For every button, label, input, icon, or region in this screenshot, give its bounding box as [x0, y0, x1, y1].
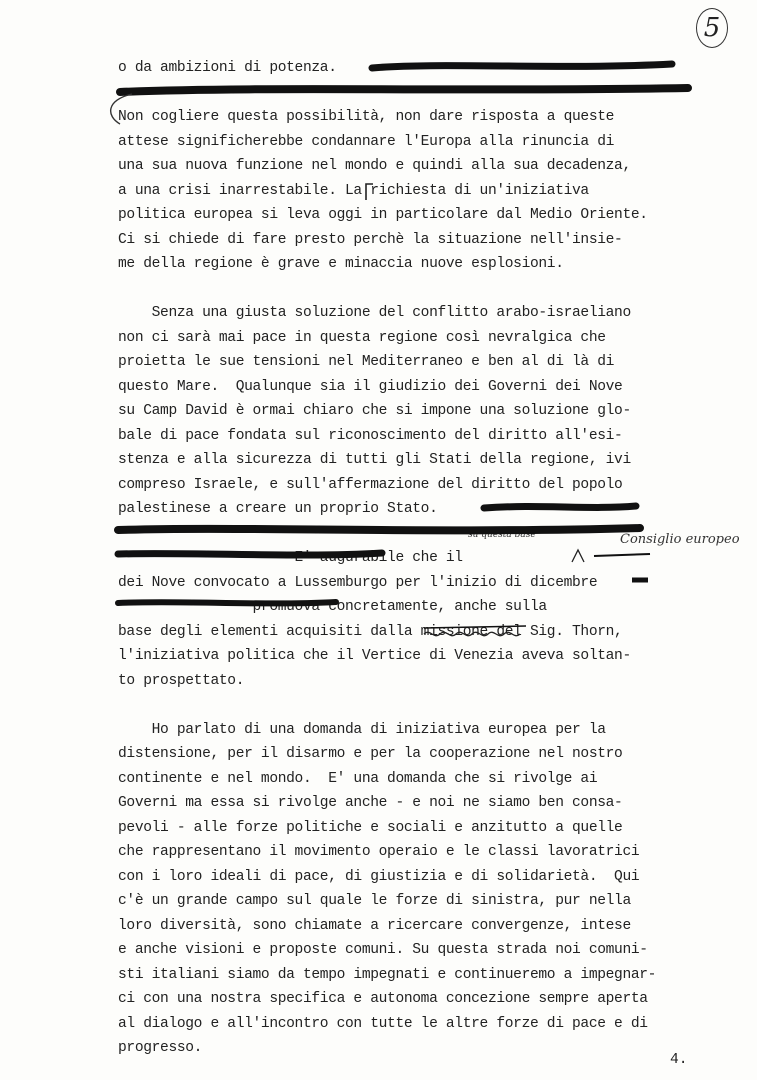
text-line: progresso.	[118, 1040, 203, 1056]
text-line: questo Mare. Qualunque sia il giudizio dei Governi dei Nove	[118, 378, 623, 395]
text-line: Ho parlato di una domanda di iniziativa europea per la	[118, 721, 606, 738]
text-line: politica europea si leva oggi in particolare dal Medio Oriente.	[118, 207, 648, 223]
text-line: Governi ma essa si rivolge anche - e noi ne siamo ben consa-	[118, 795, 623, 811]
text-line: stenza e alla sicurezza di tutti gli Stati della regione, ivi	[118, 452, 631, 468]
text-line: base degli elementi acquisiti dalla missione del Sig. Thorn,	[118, 623, 623, 640]
text-line: con i loro ideali di pace, di giustizia e di solidarietà. Qui	[118, 868, 640, 885]
text-line: e anche visioni e proposte comuni. Su questa strada noi comuni-	[118, 942, 648, 958]
handwritten-margin-note: Consiglio europeo	[620, 532, 740, 547]
text-line: to prospettato.	[118, 672, 245, 689]
text-line: a una crisi inarrestabile. La richiesta di un'iniziativa	[118, 182, 589, 199]
text-line: loro diversità, sono chiamate a ricercare convergenze, intese	[118, 917, 631, 934]
text-line: Senza una giusta soluzione del conflitto arabo-israeliano	[118, 305, 631, 321]
text-line: Non cogliere questa possibilità, non dare risposta a queste	[118, 109, 615, 125]
text-line: ci con una nostra specifica e autonoma concezione sempre aperta	[118, 991, 648, 1007]
text-line: l'iniziativa politica che il Vertice di Venezia aveva soltan-	[118, 648, 631, 664]
text-line: Ci si chiede di fare presto perchè la situazione nell'insie-	[118, 231, 623, 248]
text-line: proietta le sue tensioni nel Mediterraneo e ben al di là di	[118, 354, 615, 370]
text-line: al dialogo e all'incontro con tutte le altre forze di pace e di	[118, 1015, 648, 1032]
handwritten-insert-note: su questa base	[468, 530, 536, 540]
text-line: sti italiani siamo da tempo impegnati e continueremo a impegnar-	[118, 966, 657, 983]
text-line: distensione, per il disarmo e per la cooperazione nel nostro	[118, 746, 623, 762]
page-number: 4.	[670, 1052, 688, 1068]
text-line: una sua nuova funzione nel mondo e quindi alla sua decadenza,	[118, 158, 631, 174]
text-line: non ci sarà mai pace in questa regione così nevralgica che	[118, 329, 606, 346]
typed-text-body	[118, 56, 718, 1061]
text-line: su Camp David è ormai chiaro che si impone una soluzione glo-	[118, 403, 631, 419]
text-line: c'è un grande campo sul quale le forze di sinistra, pur nella	[118, 893, 631, 909]
page-marker-circled: 5	[696, 8, 728, 48]
text-line: palestinese a creare un proprio Stato.	[118, 501, 438, 517]
line-gap	[118, 693, 718, 718]
text-line: me della regione è grave e minaccia nuove esplosioni.	[118, 256, 564, 272]
text-line: continente e nel mondo. E' una domanda che si rivolge ai	[118, 770, 598, 787]
text-line: dei Nove convocato a Lussemburgo per l'inizio di dicembre	[118, 574, 598, 591]
line-gap	[118, 277, 718, 302]
text-line: promuova concretamente, anche sulla	[118, 599, 547, 615]
text-line: attese significherebbe condannare l'Europa alla rinuncia di	[118, 133, 615, 150]
line-gap	[118, 81, 718, 106]
text-line: pevoli - alle forze politiche e sociali e anzitutto a quelle	[118, 819, 623, 836]
text-line: E' augurabile che il	[118, 550, 463, 566]
text-line: o da ambizioni di potenza.	[118, 60, 337, 76]
text-line: bale di pace fondata sul riconoscimento del diritto all'esi-	[118, 427, 623, 444]
text-line: che rappresentano il movimento operaio e le classi lavoratrici	[118, 844, 640, 860]
text-line: compreso Israele, e sull'affermazione del diritto del popolo	[118, 476, 623, 493]
